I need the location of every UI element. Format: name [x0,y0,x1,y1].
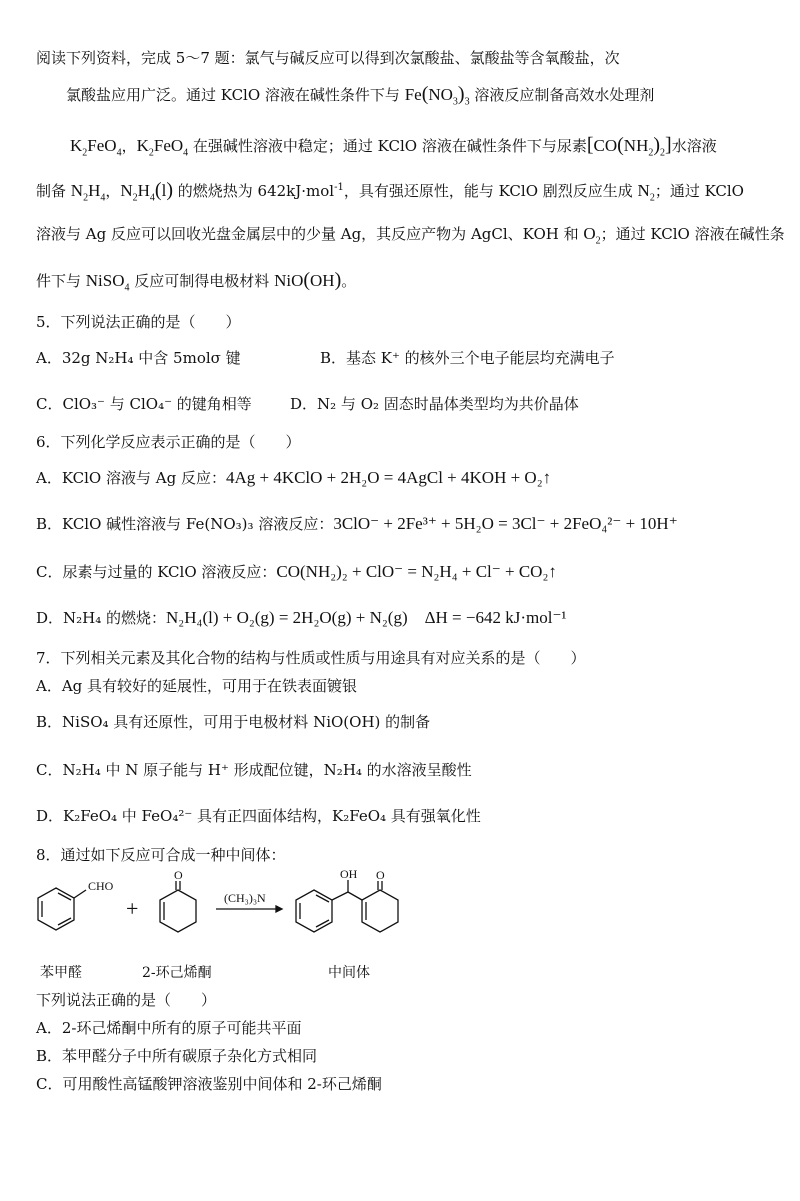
formula-n2h4: $N_2H_4$ [70,181,106,204]
q8-option-c: C．可用酸性高锰酸钾溶液鉴别中间体和 2-环己烯酮 [36,1075,382,1093]
formula-urea: $[CO(NH_2)_2]$ [586,134,672,159]
q8-option-a: A．2-环己烯酮中所有的原子可能共平面 [36,1019,302,1037]
q5-stem: 5．下列说法正确的是（ ） [36,313,241,331]
q8-stem: 8．通过如下反应可合成一种中间体： [36,846,286,864]
cyclohexenone-ring [160,890,196,932]
label-product-o: O [376,868,385,882]
formula-n2: $N_2$ [637,181,655,204]
formula-fe-no3-3: $Fe(NO_3)_3$ [404,83,470,108]
intro-text: 反应可制得电极材料 [129,272,275,290]
intro-text: ， [121,137,137,155]
q6-option-b [36,514,678,534]
q6-option-d [36,608,567,628]
q7-option-b: B．NiSO₄ 具有还原性，可用于电极材料 NiO(OH) 的制备 [36,713,431,731]
intro-line-1: 阅读下列资料，完成 5～7 题：氯气与碱反应可以得到次氯酸盐、氯酸盐等含氧酸盐，次 [36,49,620,67]
formula-nio-oh: NiO(OH) [274,269,342,291]
intro-text: 。 [341,272,357,290]
label-ketone-o: O [174,868,183,882]
q6-option-c-equation: CO(NH₂)₂ + ClO⁻ = N₂H₄ + Cl⁻ + CO₂↑ [276,562,557,581]
reaction-scheme [30,868,450,956]
intro-text: 溶液与 Ag 反应可以回收光盘金属层中的少量 Ag，其反应产物为 AgCl、KOH 和 [36,225,584,243]
q6-option-c [36,562,557,582]
formula-n2h4-l: $N_2H_4(l)$ [120,179,173,204]
q6-option-a [36,468,551,488]
q6-option-a-equation: 4Ag + 4KClO + 2H₂O = 4AgCl + 4KOH + O₂↑ [225,468,552,487]
formula-o2: $O_2$ [583,224,601,247]
product-cyclohexenone-ring [362,890,398,932]
q6-option-a-label: A．KClO 溶液与 Ag 反应： [36,469,226,487]
formula-k2feo4: $K_2FeO_4$ [70,136,122,159]
intro-line-5 [36,224,785,247]
label-plus: + [126,896,139,921]
intro-text: ；通过 KClO [654,182,744,200]
intro-text: ，具有强还原性，能与 KClO 剧烈反应生成 [343,182,638,200]
q6-option-d-label: D．N₂H₄ 的燃烧： [36,609,167,627]
benzene-ring [38,888,74,930]
label-reagent: (CH₃)₃N [224,891,266,905]
intro-text: ；通过 KClO 溶液在碱性条 [600,225,785,243]
label-oh: OH [340,868,358,881]
intro-text: 水溶液 [671,137,717,155]
q5-option-b: B．基态 K⁺ 的核外三个电子能层均充满电子 [320,349,615,367]
label-benzaldehyde: 苯甲醛 [40,965,82,981]
intro-text: 件下与 [36,272,86,290]
intro-line-6 [36,269,357,294]
product-benzene-ring [296,890,332,932]
q5-option-c: C．ClO₃⁻ 与 ClO₄⁻ 的键角相等 [36,395,252,413]
q6-option-b-label: B．KClO 碱性溶液与 Fe(NO₃)₃ 溶液反应： [36,515,334,533]
q6-stem: 6．下列化学反应表示正确的是（ ） [36,433,301,451]
intro-text: 在强碱性溶液中稳定；通过 KClO 溶液在碱性条件下与尿素 [188,137,587,155]
q5-option-a: A．32g N₂H₄ 中含 5molσ 键 [36,349,241,367]
q6-option-c-label: C．尿素与过量的 KClO 溶液反应： [36,563,277,581]
intro-text: 制备 [36,182,71,200]
q8-ask: 下列说法正确的是（ ） [36,991,217,1009]
intro-line-4: 制备 $N_2H_4$，$N_2H_4(l)$ 的燃烧热为 642kJ·mol$^{-1}$，具有强还原性，能与 KClO 剧烈反应生成 $N_2$；通过 KClO [36,179,744,204]
q5-option-d: D．N₂ 与 O₂ 固态时晶体类型均为共价晶体 [290,395,579,413]
label-cho: CHO [88,879,114,893]
intro-line-2 [66,83,655,108]
intro-text: ， [105,182,121,200]
q7-option-c: C．N₂H₄ 中 N 原子能与 H⁺ 形成配位键，N₂H₄ 的水溶液呈酸性 [36,761,472,779]
intro-text: 氯酸盐应用广泛。通过 KClO 溶液在碱性条件下与 [66,86,405,104]
label-intermediate: 中间体 [328,965,370,981]
q7-option-d: D．K₂FeO₄ 中 FeO₄²⁻ 具有正四面体结构，K₂FeO₄ 具有强氧化性 [36,807,481,825]
q7-option-a: A．Ag 具有较好的延展性，可用于在铁表面镀银 [36,677,358,695]
label-cyclohexenone: 2-环己烯酮 [142,965,212,981]
q6-option-b-equation: 3ClO⁻ + 2Fe³⁺ + 5H₂O = 3Cl⁻ + 2FeO₄²⁻ + 10H⁺ [333,514,678,533]
q6-option-d-equation: N₂H₄(l) + O₂(g) = 2H₂O(g) + N₂(g) ΔH = −642 kJ·mol⁻¹ [166,608,567,627]
intro-line-3 [70,134,717,159]
q7-stem: 7．下列相关元素及其化合物的结构与性质或性质与用途具有对应关系的是（ ） [36,649,586,667]
formula-k2feo4: $K_2FeO_4$ [136,136,189,159]
intro-text: 溶液反应制备高效水处理剂 [469,86,655,104]
q8-option-b: B．苯甲醛分子中所有碳原子杂化方式相同 [36,1047,318,1065]
intro-text: 的燃烧热为 642kJ·mol [173,182,335,200]
formula-niso4: NiSO$_4$ [85,271,130,294]
